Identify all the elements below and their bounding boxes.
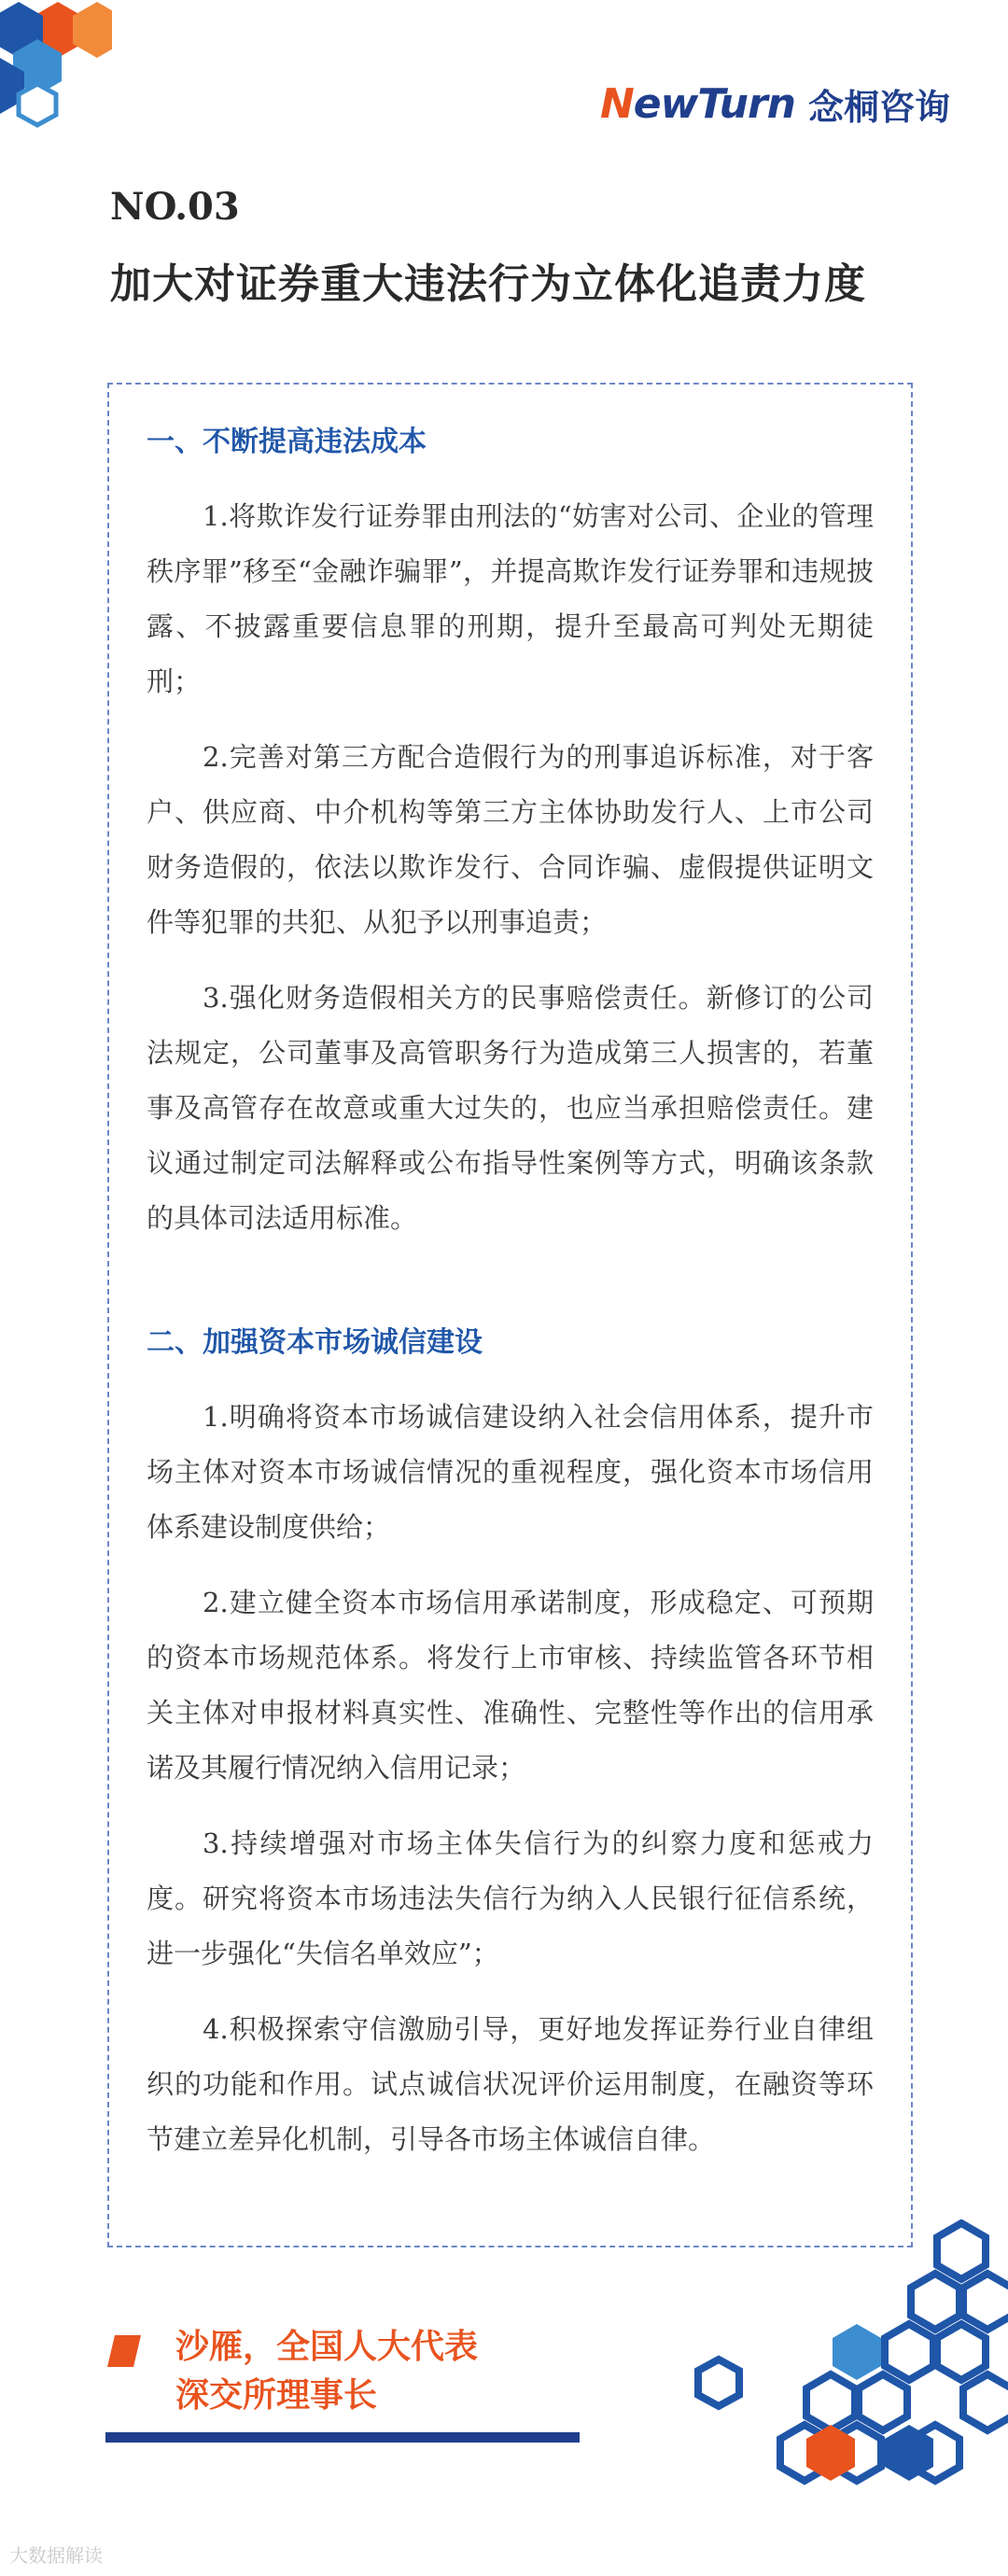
item-number: NO.03 (110, 185, 240, 229)
brand-logo-initial: N (599, 80, 634, 128)
hexagon-pattern-decoration (691, 2219, 1008, 2499)
page-title: 加大对证券重大违法行为立体化追责力度 (110, 260, 866, 308)
brand-logo-text (600, 80, 795, 128)
section-2-paragraph: 1.明确将资本市场诚信建设纳入社会信用体系，提升市场主体对资本市场诚信情况的重视程度，强化资本市场信用体系建设制度供给； (147, 1401, 874, 1543)
section-1-paragraph: 2.完善对第三方配合造假行为的刑事追诉标准，对于客户、供应商、中介机构等第三方主体协助发行人、上市公司财务造假的，依法以欺诈发行、合同诈骗、虚假提供证明文件等犯罪的共犯、从犯予以刑事追责； (147, 741, 874, 938)
brand-logo (600, 78, 950, 130)
section-2-paragraph: 3.持续增强对市场主体失信行为的纠察力度和惩戒力度。研究将资本市场违法失信行为纳入人民银行征信系统，进一步强化“失信名单效应”； (147, 1827, 874, 1969)
content-box (107, 383, 913, 2247)
signature-role-line: 深交所理事长 (175, 2375, 378, 2415)
brand-name-cn: 念桐咨询 (807, 87, 950, 128)
signature-underline (105, 2432, 580, 2443)
signature-text (175, 2322, 478, 2419)
section-1-paragraph: 3.强化财务造假相关方的民事赔偿责任。新修订的公司法规定，公司董事及高管职务行为造成第三人损害的，若董事及高管存在故意或重大过失的，也应当承担赔偿责任。建议通过制定司法解释或公布指导性案例等方式，明确该条款的具体司法适用标准。 (147, 982, 874, 1234)
brand-logo-rest: ewTurn (633, 80, 795, 128)
flag-icon (107, 2335, 141, 2367)
section-1-paragraph: 1.将欺诈发行证券罪由刑法的“妨害对公司、企业的管理秩序罪”移至“金融诈骗罪”，并提高欺诈发行证券罪和违规披露、不披露重要信息罪的刑期，提升至最高可判处无期徒刑； (147, 500, 874, 697)
signature-name-line: 沙雁，全国人大代表 (175, 2327, 479, 2366)
section-2-paragraph: 4.积极探索守信激励引导，更好地发挥证券行业自律组织的功能和作用。试点诚信状况评价运用制度，在融资等环节建立差异化机制，引导各市场主体诚信自律。 (147, 2013, 874, 2155)
section-title-1: 一、不断提高违法成本 (147, 426, 427, 458)
watermark: 大数据解读 (9, 2544, 103, 2567)
section-2-paragraph: 2.建立健全资本市场信用承诺制度，形成稳定、可预期的资本市场规范体系。将发行上市审核、持续监管各环节相关主体对申报材料真实性、准确性、完整性等作出的信用承诺及其履行情况纳入信用记录； (147, 1587, 874, 1784)
hexagon-pattern-decoration (0, 0, 112, 131)
section-title-2: 二、加强资本市场诚信建设 (147, 1326, 483, 1359)
